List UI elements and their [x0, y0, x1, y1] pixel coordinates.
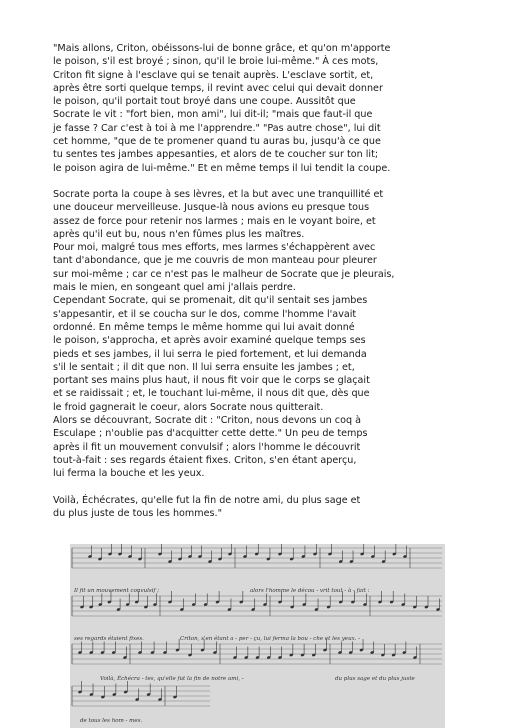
text-line: Socrate porta la coupe à ses lèvres, et la but avec une tranquillité et: [53, 188, 384, 200]
text-line: lui ferma la bouche et les yeux.: [53, 468, 205, 480]
text-line: Socrate le vit : "fort bien, mon ami", lui dit-il; "mais que faut-il que: [53, 109, 373, 121]
text-line: Esculape ; n'oublie pas d'acquitter cette dette." Un peu de temps: [53, 428, 368, 440]
paragraph-1: [53, 42, 473, 175]
text-line: pieds et ses jambes, il lui serra le pied fortement, et lui demanda: [53, 348, 367, 360]
text-line: mais le mien, en songeant quel ami j'allais perdre.: [53, 282, 296, 294]
text-line: Cependant Socrate, qui se promenait, dit qu'il sentait ses jambes: [53, 295, 368, 307]
lyric-line: alors l'homme le décou - vrit tout - à - fait :: [250, 588, 370, 594]
text-line: après qu'il eut bu, nous n'en fûmes plus les maîtres.: [53, 228, 305, 240]
text-line: tout-à-fait : ses regards étaient fixes. Criton, s'en étant aperçu,: [53, 454, 357, 466]
text-line: je fasse ? Car c'est à toi à me l'apprendre." "Pas autre chose", lui dit: [53, 122, 381, 134]
paragraph-gap: [53, 175, 473, 188]
text-line: tu sentes tes jambes appesanties, et alors de te coucher sur ton lit;: [53, 149, 379, 161]
text-line: portant ses mains plus haut, il nous fit voir que le corps se glaçait: [53, 375, 370, 387]
score-drawing: [70, 544, 445, 728]
text-line: sur moi-même ; car ce n'est pas le malheur de Socrate que je pleurais,: [53, 268, 395, 280]
text-line: Alors se découvrant, Socrate dit : "Criton, nous devons un coq à: [53, 415, 361, 427]
text-line: "Mais allons, Criton, obéissons-lui de bonne grâce, et qu'on m'apporte: [53, 43, 391, 54]
text-line: Pour moi, malgré tous mes efforts, mes larmes s'échappèrent avec: [53, 242, 376, 254]
lyric-line: Il fit un mouvement convulsif ;: [74, 588, 160, 594]
text-line: le froid gagnerait le coeur, alors Socrate nous quitterait.: [53, 401, 324, 413]
text-line: le poison, qu'il portait tout broyé dans une coupe. Aussitôt que: [53, 96, 356, 108]
lyric-line: ses regards étaient fixes.: [74, 636, 144, 642]
text-line: assez de force pour retenir nos larmes ; mais en le voyant boire, et: [53, 215, 376, 227]
text-line: le poison, s'il est broyé ; sinon, qu'il le broie lui-même." À ces mots,: [53, 56, 379, 68]
lyric-line: du plus sage et du plus juste: [335, 676, 415, 682]
text-line: ordonné. En même temps le même homme qui lui avait donné: [53, 321, 355, 333]
document-text: [53, 42, 473, 520]
text-line: le poison, s'approcha, et après avoir examiné quelque temps ses: [53, 335, 366, 347]
text-line: du plus juste de tous les hommes.": [53, 507, 222, 519]
text-line: le poison agira de lui-même." Et en même temps il lui tendit la coupe.: [53, 162, 391, 174]
lyric-line: Voilà, Échécra - tes, qu'elle fut la fin de notre ami, -: [100, 676, 244, 682]
paragraph-2: [53, 188, 473, 481]
text-line: tant d'abondance, que je me couvris de mon manteau pour pleurer: [53, 255, 377, 267]
text-line: et se raidissait ; et, le touchant lui-même, il nous dit que, dès que: [53, 388, 370, 400]
handwritten-score-image: [70, 544, 445, 728]
text-line: après être sorti quelque temps, il revint avec celui qui devait donner: [53, 82, 383, 94]
lyric-line: de tous les hom - mes.: [80, 718, 143, 724]
paragraph-gap: [53, 481, 473, 494]
text-line: Criton fit signe à l'esclave qui se tenait auprès. L'esclave sortit, et,: [53, 69, 374, 81]
text-line: après il fit un mouvement convulsif ; alors l'homme le découvrit: [53, 441, 361, 453]
text-line: une douceur merveilleuse. Jusque-là nous avions eu presque tous: [53, 202, 370, 214]
text-line: cet homme, "que de te promener quand tu auras bu, jusqu'à ce que: [53, 136, 381, 148]
text-line: s'il le sentait ; il dit que non. Il lui serra ensuite les jambes ; et,: [53, 361, 355, 373]
text-line: Voilà, Échécrates, qu'elle fut la fin de notre ami, du plus sage et: [53, 494, 361, 506]
lyric-line: Criton, s'en étant a - per - çu, lui ferma la bou - che et les yeux. -: [180, 636, 361, 642]
paragraph-3: [53, 494, 473, 521]
text-line: s'appesantir, et il se coucha sur le dos, comme l'homme l'avait: [53, 308, 357, 320]
